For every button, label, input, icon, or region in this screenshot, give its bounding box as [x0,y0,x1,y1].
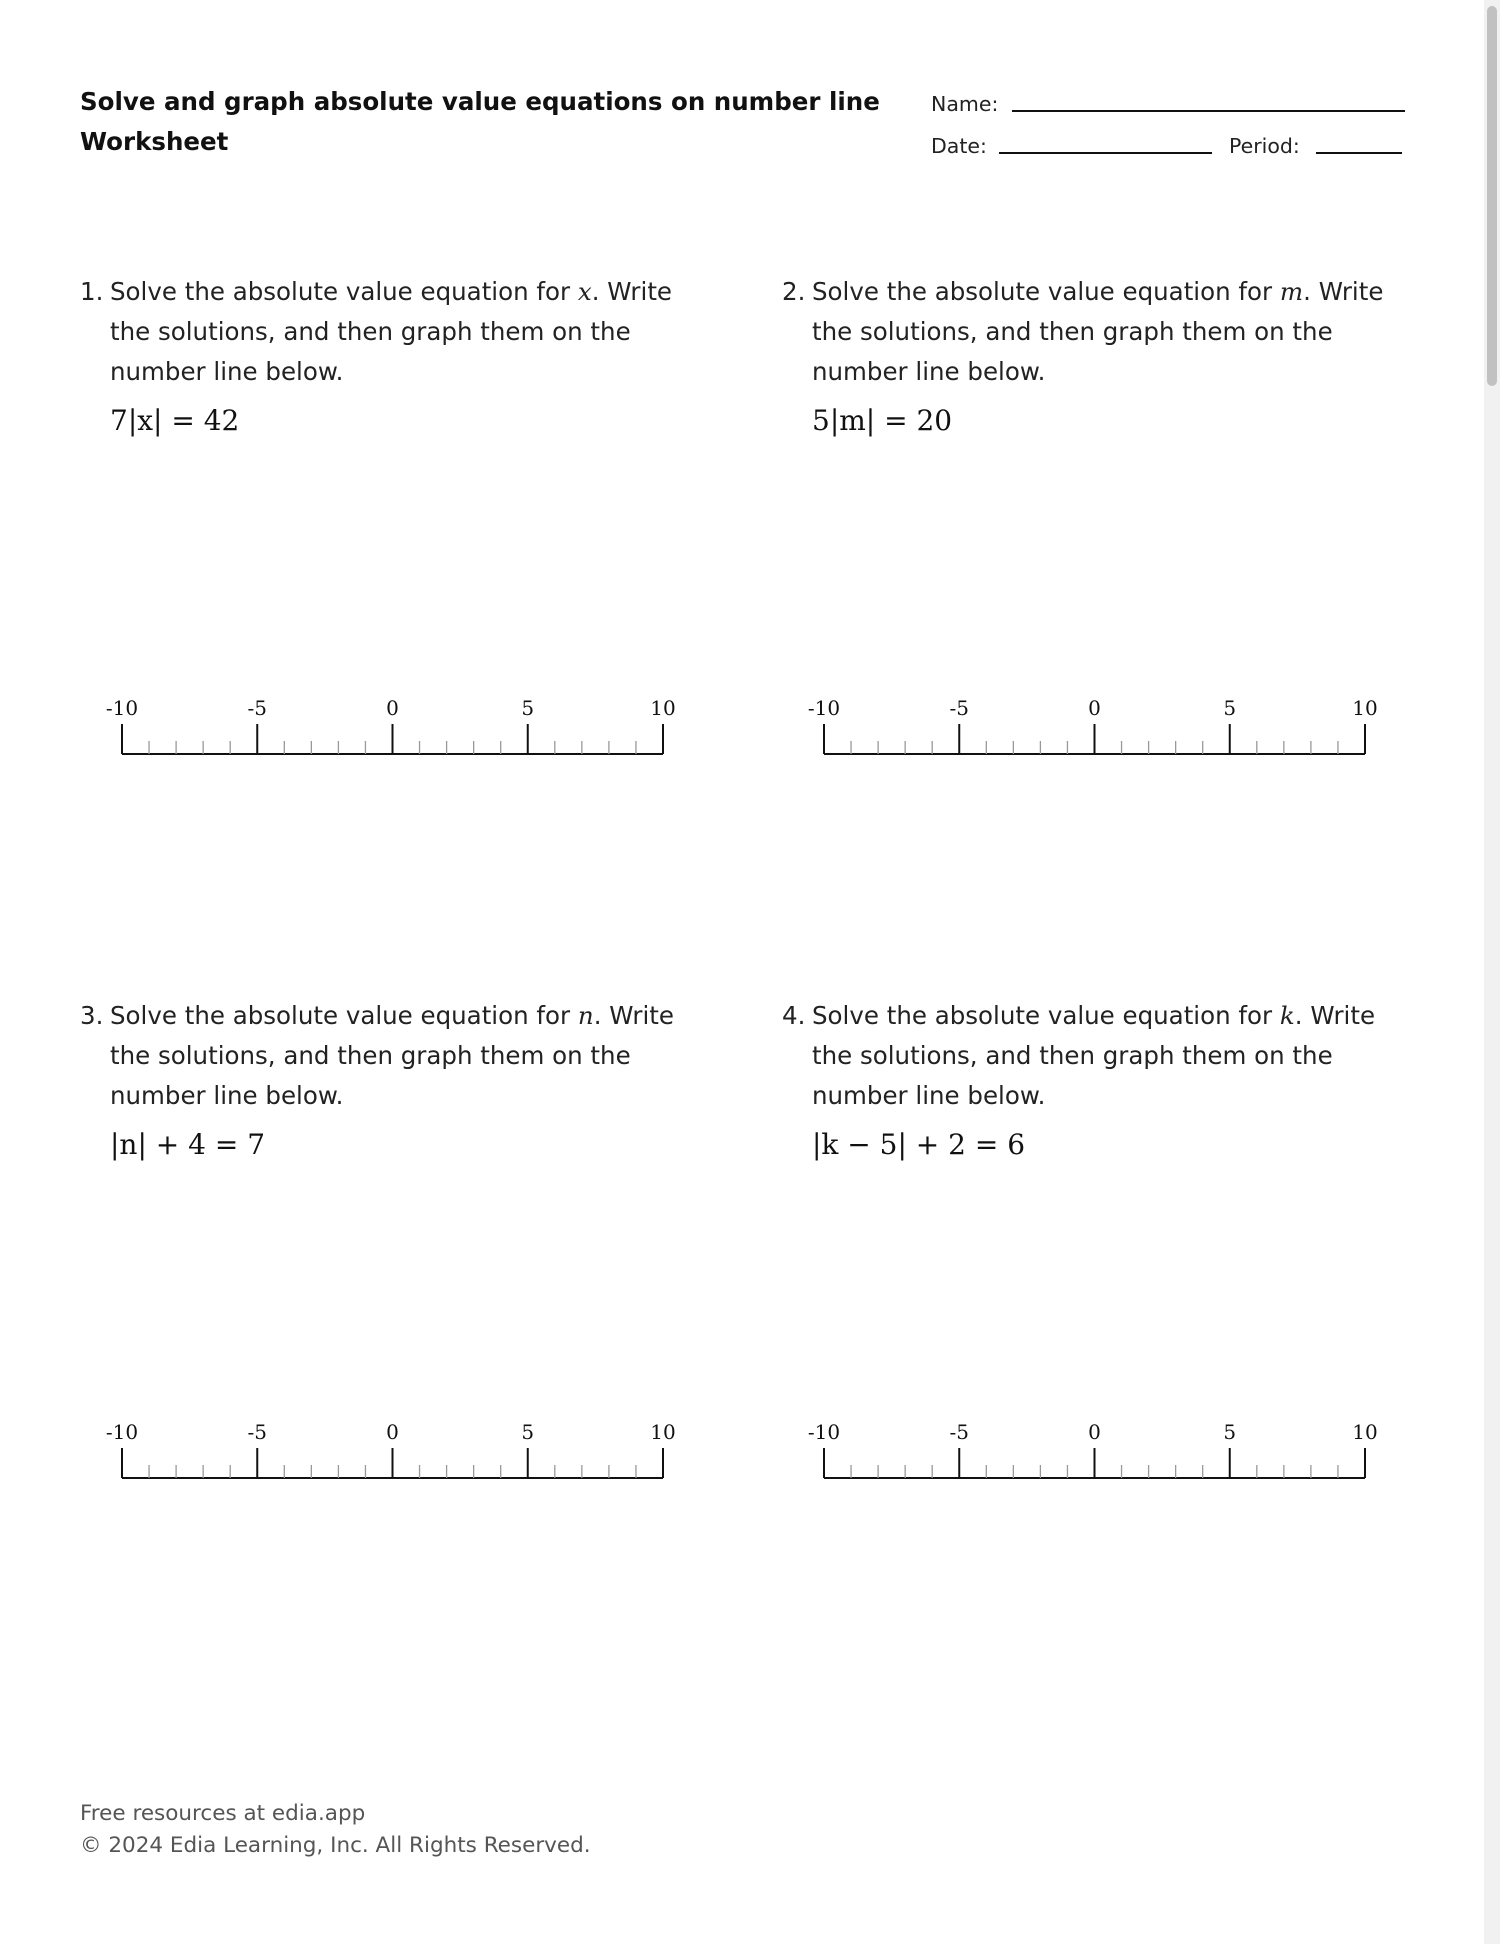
question-4-equation: |k − 5| + 2 = 6 [812,1128,1026,1161]
question-variable: k [1279,1001,1295,1030]
number-line-1[interactable] [100,690,680,760]
tick-label: 0 [1088,696,1101,720]
question-number: 2. [782,277,806,306]
tick-label: -5 [247,1420,267,1444]
worksheet-title [80,82,880,162]
period-field-line[interactable] [1316,152,1402,154]
period-label: Period: [1229,134,1300,158]
footer-resources: Free resources at edia.app [80,1801,366,1826]
tick-label: -10 [807,1420,841,1444]
tick-label: 0 [386,1420,399,1444]
question-variable: n [577,1001,594,1030]
tick-label: -5 [949,696,969,720]
question-number: 3. [80,1001,104,1030]
question-1 [80,272,700,437]
vertical-scrollbar[interactable] [1484,0,1500,1944]
question-variable: m [1279,277,1304,306]
tick-label: -10 [807,696,841,720]
date-label: Date: [931,134,987,158]
tick-label: -5 [949,1420,969,1444]
number-line-4[interactable] [802,1414,1382,1484]
name-label: Name: [931,92,999,116]
tick-label: 0 [1088,1420,1101,1444]
question-3 [80,996,700,1161]
number-line-3[interactable] [100,1414,680,1484]
question-number: 4. [782,1001,806,1030]
question-variable: x [577,277,592,306]
question-2-prompt: 2. Solve the absolute value equation for m. Write the solutions, and then graph them on the number line below. [782,272,1402,392]
question-2 [782,272,1402,437]
tick-label: 10 [650,696,676,720]
question-4-prompt: 4. Solve the absolute value equation for k. Write the solutions, and then graph them on the number line below. [782,996,1402,1116]
question-2-equation: 5|m| = 20 [812,404,953,437]
tick-label: 10 [650,1420,676,1444]
tick-label: 5 [521,696,535,720]
tick-label: 5 [521,1420,535,1444]
tick-label: 10 [1352,1420,1378,1444]
tick-label: -10 [105,696,139,720]
question-3-prompt: 3. Solve the absolute value equation for n. Write the solutions, and then graph them on the number line below. [80,996,700,1116]
footer [80,1798,591,1862]
question-4 [782,996,1402,1161]
footer-copyright: © 2024 Edia Learning, Inc. All Rights Reserved. [80,1833,591,1858]
question-1-equation: 7|x| = 42 [110,404,240,437]
name-field-line[interactable] [1012,110,1405,112]
scrollbar-thumb[interactable] [1487,6,1497,386]
tick-label: 0 [386,696,399,720]
number-line-2[interactable] [802,690,1382,760]
title-line-2: Worksheet [80,127,229,156]
tick-label: 10 [1352,696,1378,720]
question-number: 1. [80,277,104,306]
question-3-equation: |n| + 4 = 7 [110,1128,266,1161]
tick-label: -10 [105,1420,139,1444]
question-1-prompt: 1. Solve the absolute value equation for x. Write the solutions, and then graph them on the number line below. [80,272,700,392]
tick-label: -5 [247,696,267,720]
date-field-line[interactable] [999,152,1212,154]
tick-label: 5 [1223,1420,1237,1444]
tick-label: 5 [1223,696,1237,720]
title-line-1: Solve and graph absolute value equations on number line [80,87,880,116]
